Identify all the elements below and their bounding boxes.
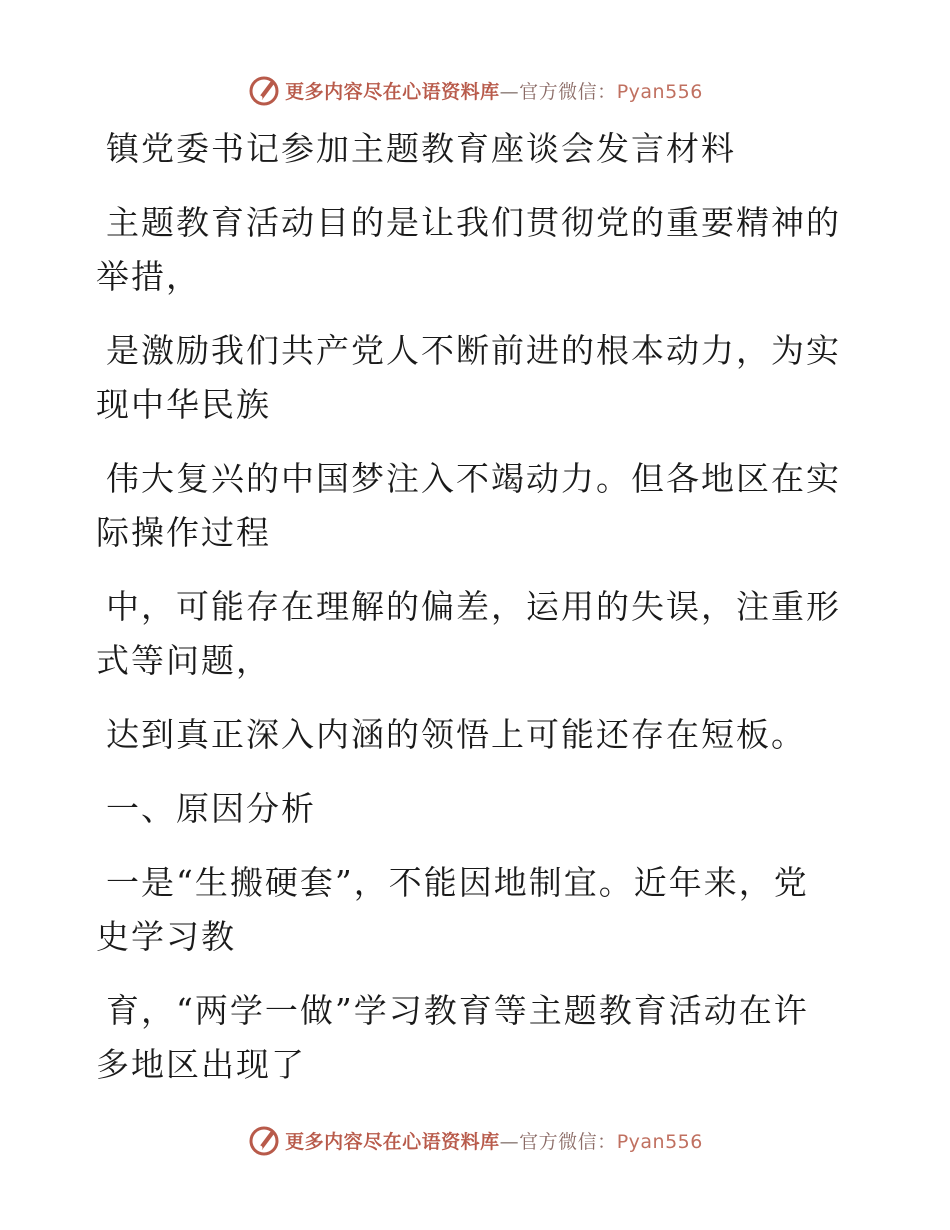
paragraph [96,708,831,762]
paragraph [96,452,841,560]
section-heading [96,782,831,836]
document-title [96,122,831,176]
paragraph-line: 现中华民族 [96,385,271,424]
banner-separator: — [499,80,520,103]
paragraph-line: 际操作过程 [96,513,271,552]
paragraph-line: 一是“生搬硬套”，不能因地制宜。近年来，党 [106,863,809,902]
banner-text [285,1127,703,1154]
banner-main: 更多内容尽在心语资料库 [285,80,500,103]
banner-main: 更多内容尽在心语资料库 [285,1130,500,1153]
pen-logo-icon [247,73,281,107]
paragraph-line: 史学习教 [96,917,236,956]
paragraph-line: 达到真正深入内涵的领悟上可能还存在短板。 [106,715,806,754]
paragraph-line: 是激励我们共产党人不断前进的根本动力，为实 [106,331,841,370]
paragraph [96,984,831,1092]
paragraph [96,856,831,964]
paragraph [96,324,841,432]
pen-logo-icon [247,1123,281,1157]
paragraph-line: 举措， [96,257,201,296]
banner-wechat-id: Pyan556 [616,1130,703,1153]
title-line: 镇党委书记参加主题教育座谈会发言材料 [106,129,736,168]
paragraph [96,580,841,688]
paragraph-line: 多地区出现了 [96,1045,306,1084]
banner-wechat-id: Pyan556 [616,80,703,103]
paragraph-line: 伟大复兴的中国梦注入不竭动力。但各地区在实 [106,459,841,498]
paragraph-line: 中，可能存在理解的偏差，运用的失误，注重形 [106,587,841,626]
document-body [96,122,841,1092]
heading-line: 一、原因分析 [106,789,316,828]
paragraph [96,196,841,304]
banner-separator: — [499,1130,520,1153]
footer-banner [0,1120,950,1160]
banner-label: 官方微信： [519,80,617,103]
banner-label: 官方微信： [519,1130,617,1153]
paragraph-line: 育，“两学一做”学习教育等主题教育活动在许 [106,991,809,1030]
header-banner [0,70,950,110]
paragraph-line: 主题教育活动目的是让我们贯彻党的重要精神的 [106,203,841,242]
banner-text [285,77,703,104]
paragraph-line: 式等问题， [96,641,271,680]
